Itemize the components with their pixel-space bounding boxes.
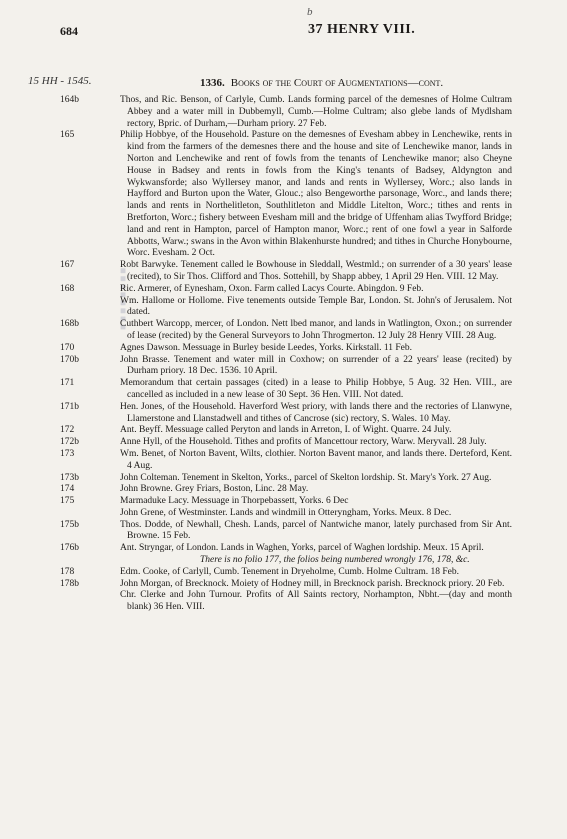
list-item (0, 437, 567, 449)
list-item (0, 496, 567, 508)
entry-text: John Morgan, of Brecknock. Moiety of Hodney mill, in Brecknock parish. Brecknock priory. 20 Feb. (120, 578, 505, 589)
list-item (0, 260, 567, 284)
folio-number: 172 (60, 425, 75, 436)
entry-text: Wm. Benet, of Norton Bavent, Wilts, clothier. Norton Bavent manor, and lands there. Derteford, Kent. 4 Aug. (120, 448, 512, 471)
list-item (0, 425, 567, 437)
list-item (0, 473, 567, 485)
section-year: 1336. (200, 77, 225, 89)
list-item (0, 508, 567, 520)
folio-number: 170 (60, 342, 75, 353)
list-item (0, 130, 567, 260)
entry-text: John Grene, of Westminster. Lands and windmill in Otteryngham, Yorks. Meux. 8 Dec. (120, 507, 452, 518)
page-number: 684 (60, 24, 78, 38)
entry-text: Philip Hobbye, of the Household. Pasture on the demesnes of Evesham abbey in Lenchewike, rents in kind from the farmers of the demesnes there and the house and site of Lenchewike manor, lands in Norton and Lenchewike and rent of fowls from the tenants of Lenchewike manor; also Cheyne House in Badsey and rents in fowls from the King's tenants of Badsey, Aldyngton and Wykwansforde; also Wyllersey manor, and lands and rents in Wyllersey, Worc.; also lands in Hayfford and Burton upon the Water, Glouc.; also Bengeworthe parsonage, Worc., and lands there; lands and rents in Northelitleton, Southlitleton and Middle Litelton, Worc.; tithes and rents in Bretforton, Worc.; fishery between Evesham mill and the bridge of Uffenham alias Twyfford Bridge; land and rent in Hampton, parcel of Hampton manor, Worc.; rent of one fowl a year in Salforde Abbotts, Warw.; swans in the Avon within Blakenhurste hundred; and tithes in Churche Honybourne, Worc. Evesham. 2 Oct. (120, 130, 512, 259)
handwritten-date-note: 15 HH - 1545. (28, 75, 92, 87)
folio-number: 167 (60, 260, 75, 271)
folio-number: 173b (60, 472, 79, 483)
list-item (0, 590, 567, 614)
list-item (0, 567, 567, 579)
list-item (0, 343, 567, 355)
entry-text: Ant. Beyff. Messuage called Peryton and lands in Arreton, I. of Wight. Quarre. 24 July. (120, 425, 452, 436)
list-item (0, 355, 567, 379)
folio-number: 164b (60, 95, 79, 105)
list-item (0, 319, 567, 343)
folio-number: 178b (60, 578, 79, 589)
folio-number: 174 (60, 484, 75, 495)
folio-number: 172b (60, 437, 79, 448)
entry-text: Anne Hyll, of the Household. Tithes and profits of Mancettour rectory, Warw. Meryvall. 28 July. (120, 437, 487, 448)
folio-number: 168 (60, 283, 75, 294)
entry-text: John Browne. Grey Friars, Boston, Linc. 28 May. (120, 484, 309, 495)
list-item (0, 543, 567, 555)
folio-number: 168b (60, 319, 79, 330)
folio-number: 175b (60, 519, 79, 530)
entry-text: Agnes Dawson. Messuage in Burley beside Leedes, Yorks. Kirkstall. 11 Feb. (120, 342, 412, 353)
entry-text: Hen. Jones, of the Household. Haverford West priory, with lands there and the rectories of Llanwyne, Llamerstone and Llanstadwell and tithes of Cancrose (sic) rectory, S. Wales. 10 May. (120, 401, 512, 424)
folio-number: 165 (60, 130, 75, 141)
list-item (0, 95, 567, 130)
entry-text: Thos. Dodde, of Newhall, Chesh. Lands, parcel of Nantwiche manor, lately purchased from Sir Ant. Browne. 15 Feb. (120, 519, 512, 542)
entry-text: John Brasse. Tenement and water mill in Coxhow; on surrender of a 22 years' lease (recited) by Durham priory. 18 Dec. 1536. 10 April. (120, 354, 512, 377)
entry-text: John Colteman. Tenement in Skelton, Yorks., parcel of Skelton lordship. St. Mary's York. 27 Aug. (120, 472, 492, 483)
folio-number: 176b (60, 543, 79, 554)
list-item (0, 484, 567, 496)
pencil-mark: b (307, 6, 313, 18)
entry-text: Marmaduke Lacy. Messuage in Thorpebassett, Yorks. 6 Dec (120, 496, 349, 507)
list-item (0, 296, 567, 320)
folio-number: 175 (60, 496, 75, 507)
folio-note: There is no folio 177, the folios being numbered wrongly 176, 178, &c. (200, 555, 470, 566)
entry-text: Edm. Cooke, of Carlyll, Cumb. Tenement in Dryeholme, Cumb. Holme Cultram. 18 Feb. (120, 566, 460, 577)
folio-number: 170b (60, 354, 79, 365)
section-heading (200, 77, 443, 89)
list-item (0, 520, 567, 544)
folio-number: 173 (60, 448, 75, 459)
list-item (0, 378, 567, 402)
list-item (0, 402, 567, 426)
section-title: Books of the Court of Augmentations—cont. (230, 77, 444, 89)
folio-number: 171 (60, 378, 75, 389)
running-head: 37 HENRY VIII. (308, 22, 416, 37)
entry-text: Ant. Stryngar, of London. Lands in Waghen, Yorks, parcel of Waghen lordship. Meux. 15 April. (120, 543, 484, 554)
folio-number: 171b (60, 401, 79, 412)
list-item (0, 449, 567, 473)
entry-text: Thos, and Ric. Benson, of Carlyle, Cumb. Lands forming parcel of the demesnes of Holme Cultram Abbey and a water mill in Dubbemyll, Cumb.—Holme Cultram; also glebe lands of Mydlsham rectory, Bpric. of Durham,—Durham priory. 27 Feb. (120, 95, 512, 129)
entry-text: Robt Barwyke. Tenement called le Bowhouse in Sleddall, Westmld.; on surrender of a 30 years' lease (recited), to Sir Thos. Clifford and Thos. Sottehill, by Shapp abbey, 1 April 29 Hen. VIII. 12 May. (120, 260, 512, 282)
entry-text: Chr. Clerke and John Turnour. Profits of All Saints rectory, Norhampton, Nbht.—(day and month blank) 36 Hen. VIII. (120, 590, 512, 613)
entries-list (0, 95, 567, 614)
list-item (0, 579, 567, 591)
entry-text: Ric. Armerer, of Eynesham, Oxon. Farm called Lacys Courte. Abingdon. 9 Feb. (120, 283, 424, 294)
folio-number: 178 (60, 566, 75, 577)
entry-text: Wm. Hallome or Hollome. Five tenements outside Temple Bar, London. St. John's of Jerusalem. Not dated. (120, 295, 512, 318)
entry-text: Memorandum that certain passages (cited) in a lease to Philip Hobbye, 5 Aug. 32 Hen. VIII., are cancelled as included in a new lease of 30 Sept. 36 Hen. VIII. Not dated. (120, 378, 512, 400)
list-item (0, 284, 567, 296)
entry-text: Cuthbert Warcopp, mercer, of London. Nett lbed manor, and lands in Watlington, Oxon.; on surrender of lease (recited) by the General Surveyors to John Throgmerton. 12 July 28 Henry VIII. 28 Aug. (120, 319, 512, 341)
library-stamp-watermark: ■■■■■■■■ (118, 265, 129, 330)
